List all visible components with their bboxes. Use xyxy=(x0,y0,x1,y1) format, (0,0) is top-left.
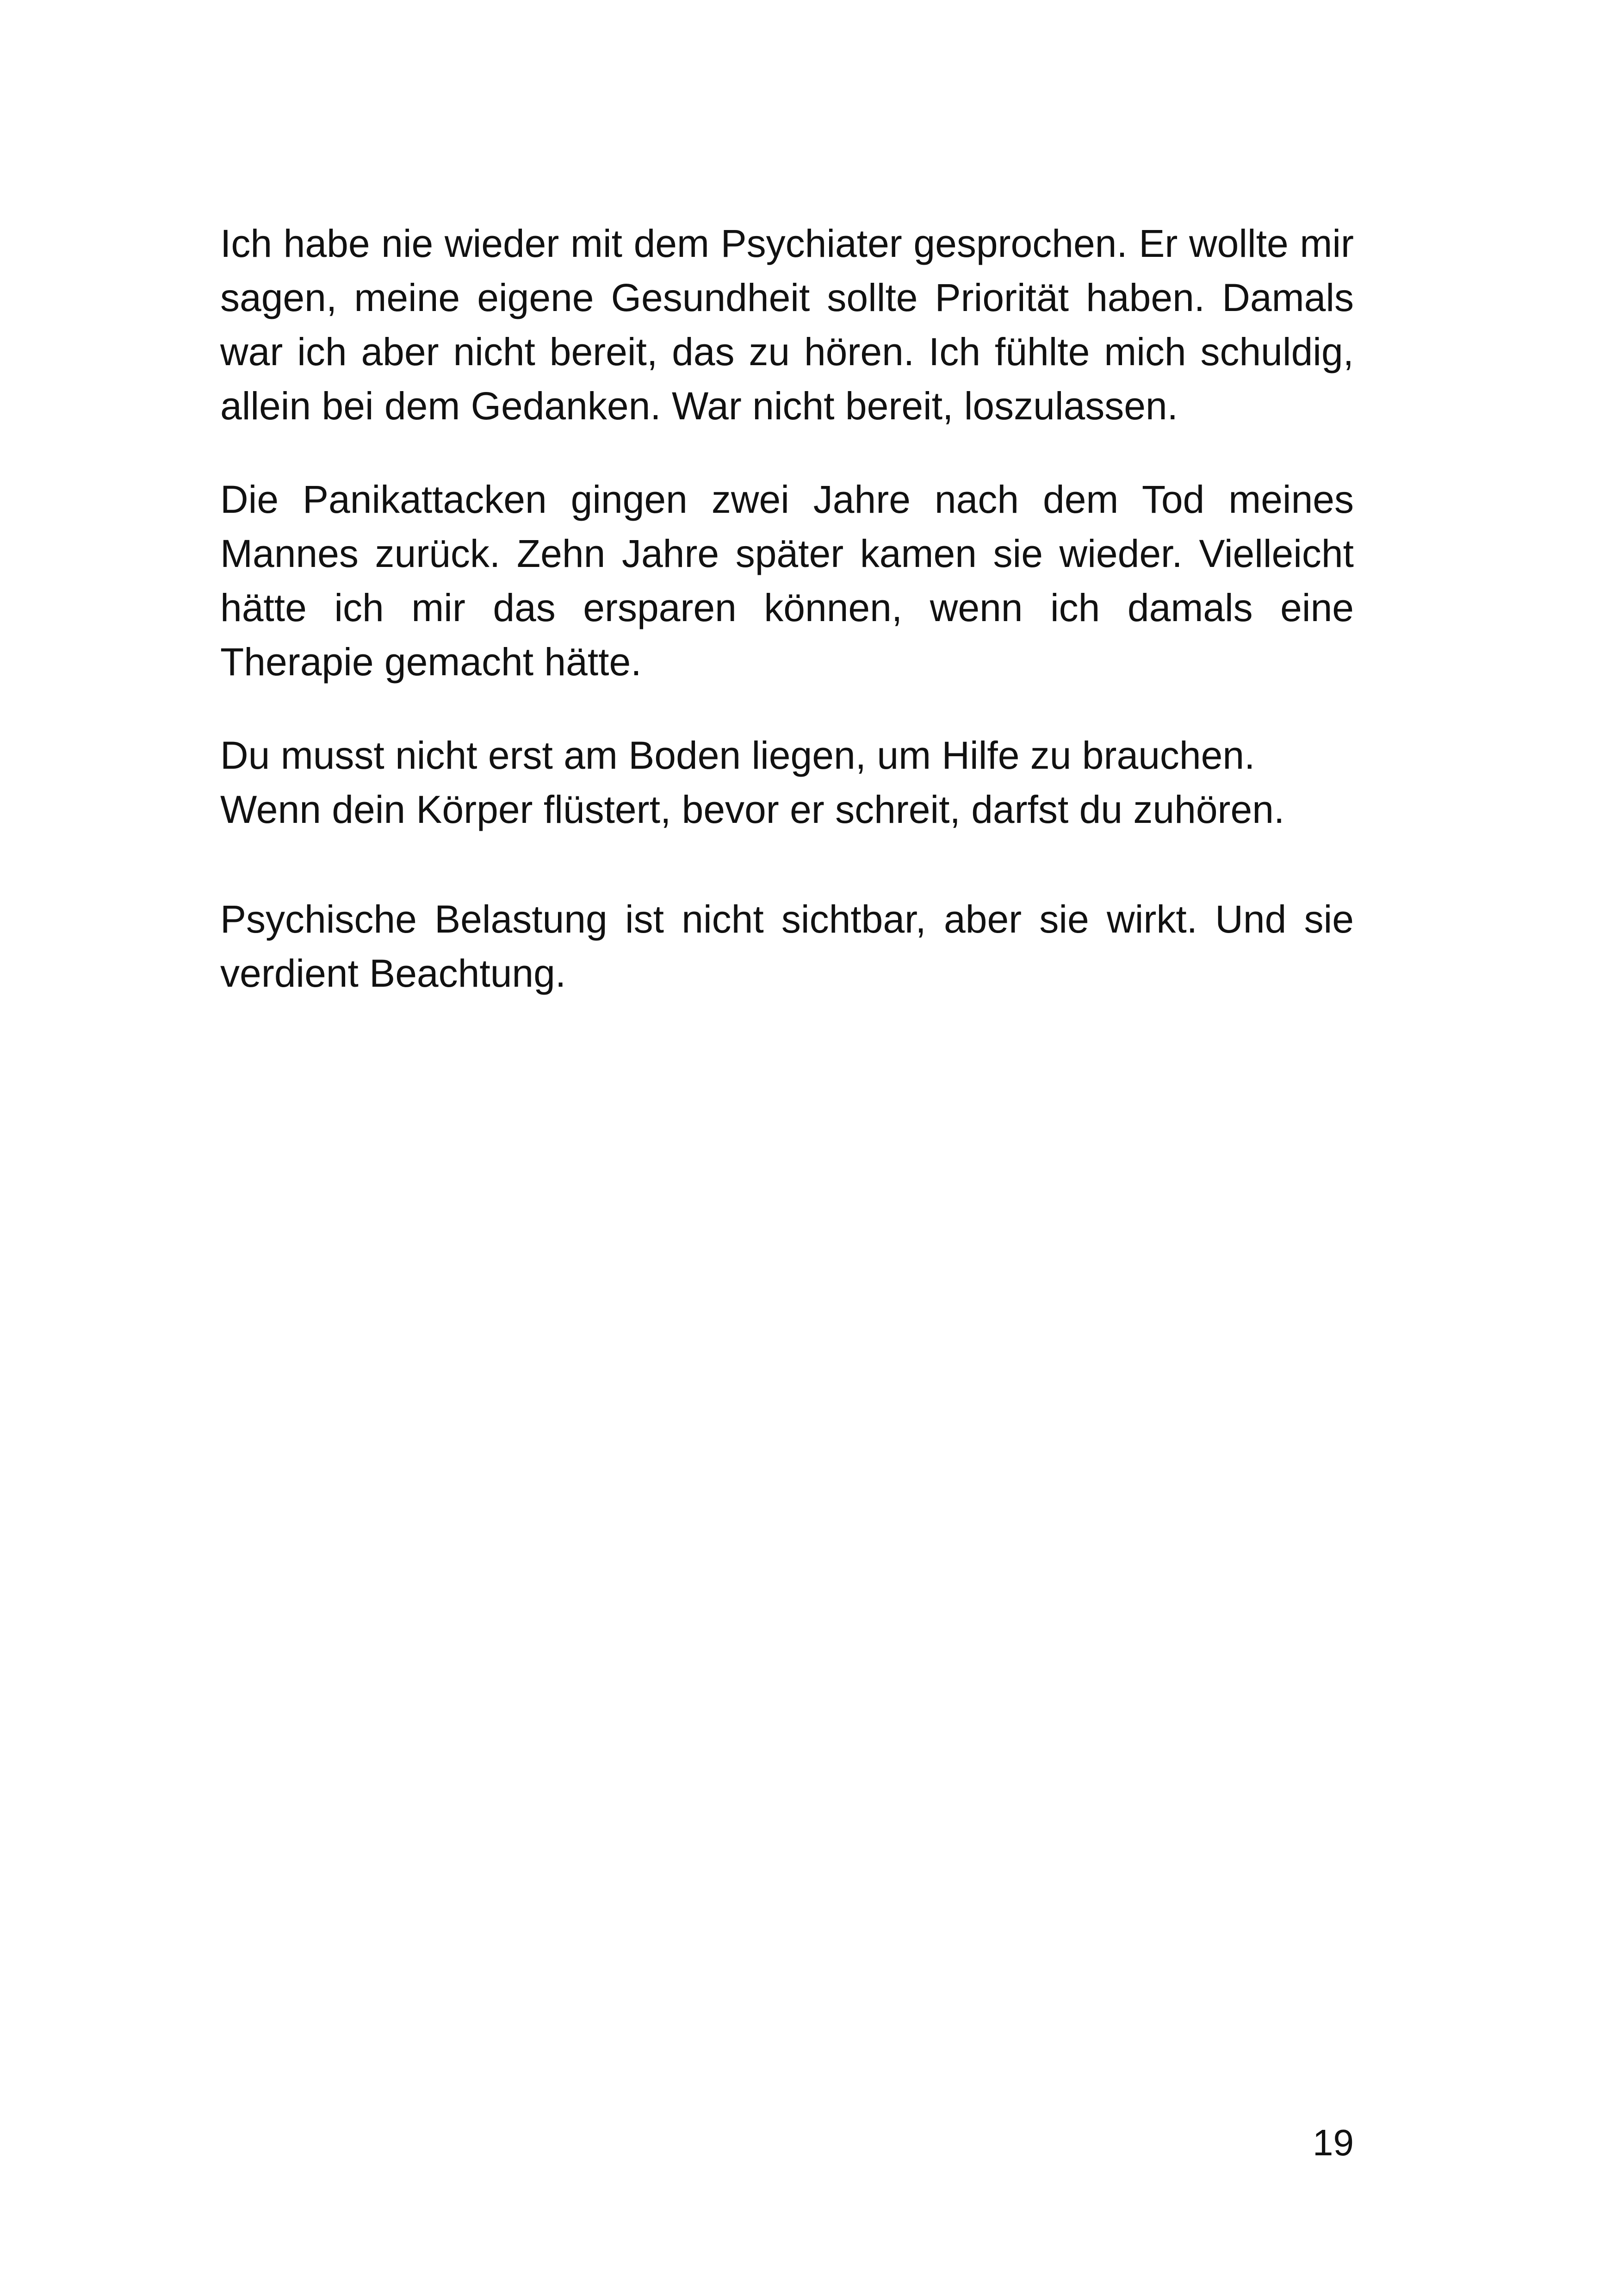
paragraph-closing: Psychische Belastung ist nicht sichtbar, aber sie wirkt. Und sie verdient Beachtung. xyxy=(220,897,1354,995)
quote-line-2: Wenn dein Körper flüstert, bevor er schreit, darfst du zuhören. xyxy=(220,788,1285,831)
paragraph-panikattacken: Die Panikattacken gingen zwei Jahre nach dem Tod meines Mannes zurück. Zehn Jahre später kamen sie wieder. Vielleicht hätte ich mir das ersparen können, wenn ich damals eine Therapie gemacht hätte. xyxy=(220,478,1354,684)
paragraph-quote xyxy=(220,728,1354,837)
page-number: 19 xyxy=(1313,2122,1354,2163)
paragraph-psychiater: Ich habe nie wieder mit dem Psychiater gesprochen. Er wollte mir sagen, meine eigene Gesundheit sollte Priorität haben. Damals war ich aber nicht bereit, das zu hören. Ich fühlte mich schuldig, allein bei dem Gedanken. War nicht bereit, loszulassen. xyxy=(220,222,1354,428)
quote-line-1: Du musst nicht erst am Boden liegen, um Hilfe zu brauchen. xyxy=(220,734,1255,777)
body-text xyxy=(220,217,1354,1001)
